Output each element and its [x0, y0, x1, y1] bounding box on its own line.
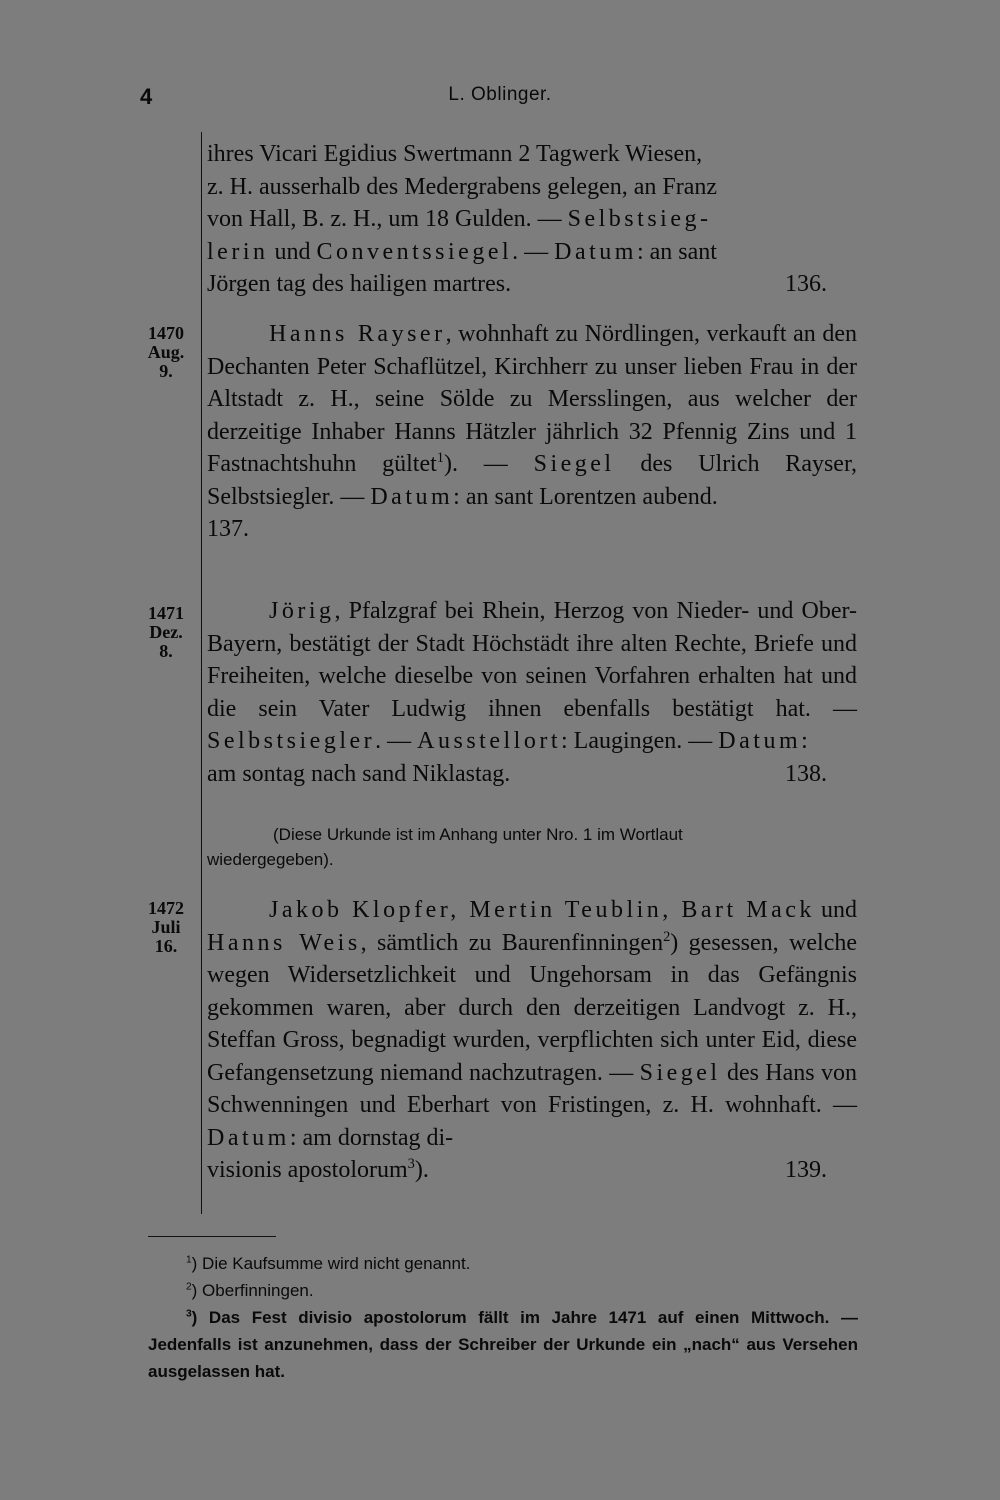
spaced-term: Selbstsiegler: [207, 728, 376, 754]
margin-rule: [201, 132, 202, 1214]
spaced-term: Datum: [207, 1124, 290, 1151]
footnote-text: ) Oberfinningen.: [191, 1281, 314, 1300]
date-year: 1472: [148, 898, 184, 918]
page-number: 4: [140, 84, 153, 109]
issuer-name: Hanns Rayser: [269, 321, 446, 347]
spaced-term: Siegel: [639, 1059, 721, 1086]
entry-136-text: Jörgen tag des hailigen martres.: [207, 271, 512, 297]
footnote-mark: 3: [186, 1308, 192, 1320]
footnote-ref: 3: [407, 1156, 415, 1172]
entry-136-text: und: [268, 238, 317, 265]
running-head: L. Oblinger.: [448, 84, 552, 105]
issuer-name: Jörig: [269, 598, 335, 624]
entry-139-text: , sämtlich zu Baurenfinningen: [360, 929, 664, 956]
entry-139-body: [207, 894, 857, 1154]
entry-number: 136.: [785, 271, 827, 297]
spaced-term: Selbstsieg-: [567, 206, 712, 232]
footnote-1: [148, 1250, 858, 1277]
issuer-name: Hanns Weis: [207, 929, 361, 956]
spaced-term: lerin: [207, 238, 269, 265]
footnotes: [148, 1250, 858, 1385]
entry-138-text: am sontag nach sand Niklastag.: [207, 760, 511, 787]
entry-139: [207, 894, 857, 1187]
entry-136-text: . —: [512, 238, 555, 265]
entry-138-text: : Laugingen. —: [560, 728, 719, 754]
entry-139-text: ).: [414, 1157, 429, 1183]
entry-138-text: :: [801, 728, 808, 754]
entry-136-line: [207, 268, 857, 301]
editorial-note-line: (Diese Urkunde ist im Anhang unter Nro. 1 im Wortlaut: [273, 825, 683, 844]
entry-139-text: ) gesessen, welche wegen Widersetzlichkeit und Ungehorsam in das Gefängnis gekommen waren, aber durch den derzeitigen Landvogt z. H., Steffan Gross, begnadigt wurden, verpflichten sich unter Eid, diese Gefangensetzung niemand nachzutragen. —: [207, 929, 857, 1086]
entry-number: 138.: [785, 760, 827, 787]
entry-number: 137.: [207, 516, 249, 542]
entry-137-text: : an sant Lorentzen aubend.: [453, 483, 718, 510]
entry-138: [207, 595, 857, 790]
entry-139-line: [207, 1154, 857, 1187]
date-marginal-137: [136, 324, 196, 381]
date-day: 16.: [154, 936, 178, 956]
footnote-text: ) Das Fest divisio apostolorum fällt im Jahre 1471 auf einen Mittwoch. — Jedenfalls ist anzunehmen, dass der Schreiber der Urkunde ein „nach“ aus Versehen ausgelassen hat.: [148, 1308, 858, 1381]
entry-137-text: ). —: [443, 451, 534, 477]
entry-137-text: des Ulrich Rayser, Selbstsiegler. —: [207, 451, 857, 510]
entry-139-text: visionis apostolorum: [207, 1157, 408, 1183]
date-marginal-138: [136, 604, 196, 661]
footnote-rule: [148, 1236, 276, 1237]
entry-139-text: und: [814, 897, 858, 923]
date-year: 1470: [148, 323, 184, 343]
page-header: [140, 84, 860, 114]
date-month: Aug.: [147, 342, 185, 362]
entry-138-text: , Pfalzgraf bei Rhein, Herzog von Nieder- und Ober-Bayern, bestätigt der Stadt Höchstädt ihre alten Rechte, Briefe und Freiheiten, welche dieselbe von seinen Vorfahren erhalten hat und die sein Vater Ludwig ihnen ebenfalls bestätigt hat. —: [207, 598, 857, 722]
entry-137-text: , wohnhaft zu Nördlingen, verkauft an den Dechanten Peter Schaflützel, Kirchherr zu unser lieben Frau in der Altstadt z. H., seine Sölde zu Mersslingen, aus welcher der derzeitige Inhaber Hanns Hätzler jährlich 32 Pfennig Zins und 1 Fastnachtshuhn gültet: [207, 321, 857, 477]
date-month: Dez.: [149, 622, 183, 642]
date-month: Juli: [151, 917, 181, 937]
spaced-term: Conventssiegel: [316, 238, 513, 265]
entry-number: 139.: [785, 1157, 827, 1183]
entry-138-body: [207, 595, 857, 758]
entry-136-line: [207, 203, 857, 236]
entry-136-text: : an sant: [636, 238, 717, 265]
entry-136-line: [207, 236, 857, 269]
footnote-ref: 1: [436, 450, 444, 466]
date-marginal-139: [136, 899, 196, 956]
date-day: 8.: [159, 641, 173, 661]
editorial-note: [207, 822, 857, 872]
entry-137-body: [207, 318, 857, 513]
footnote-ref: 2: [663, 928, 671, 945]
footnote-text: ) Die Kaufsumme wird nicht genannt.: [191, 1254, 471, 1273]
spaced-term: Ausstellort: [417, 728, 561, 754]
entry-136-line: z. H. ausserhalb des Medergrabens gelegen, an Franz: [207, 173, 718, 200]
spaced-term: Datum: [554, 238, 637, 265]
footnote-mark: 2: [186, 1281, 192, 1293]
editorial-note-line: wiedergegeben).: [207, 850, 334, 869]
entry-136: [207, 138, 857, 301]
entry-138-text: . —: [375, 728, 418, 754]
entry-137: [207, 318, 857, 546]
entry-138-line: [207, 758, 857, 791]
footnote-2: [148, 1277, 858, 1304]
spaced-term: Datum: [718, 728, 802, 754]
entry-139-text: : am dornstag di-: [289, 1124, 454, 1151]
footnote-3: [148, 1304, 858, 1385]
entry-136-line: ihres Vicari Egidius Swertmann 2 Tagwerk Wiesen,: [207, 141, 703, 167]
issuer-name: Jakob Klopfer, Mertin Teublin, Bart Mack: [269, 897, 815, 923]
entry-139-text: des Hans von Schwenningen und Eberhart von Fristingen, z. H. wohnhaft. —: [207, 1059, 857, 1118]
spaced-term: Siegel: [533, 451, 615, 477]
entry-136-text: von Hall, B. z. H., um 18 Gulden. —: [207, 206, 568, 232]
spaced-term: Datum: [370, 483, 454, 510]
footnote-mark: 1: [186, 1254, 192, 1266]
date-day: 9.: [159, 361, 173, 381]
date-year: 1471: [148, 603, 184, 623]
